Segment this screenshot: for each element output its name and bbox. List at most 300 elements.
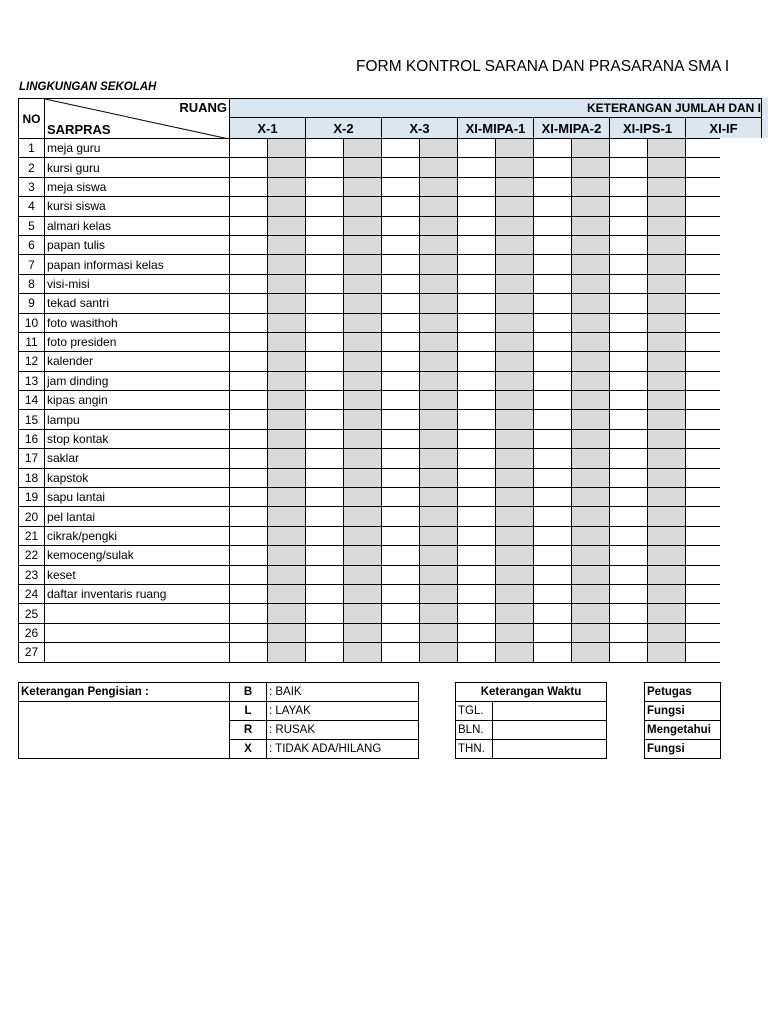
condition-cell[interactable]: [572, 352, 610, 371]
condition-cell[interactable]: [344, 623, 382, 642]
quantity-cell[interactable]: [534, 313, 572, 332]
condition-cell[interactable]: [344, 604, 382, 623]
condition-cell[interactable]: [648, 139, 686, 158]
condition-cell[interactable]: [496, 526, 534, 545]
quantity-cell[interactable]: [610, 371, 648, 390]
quantity-cell[interactable]: [458, 643, 496, 662]
quantity-cell[interactable]: [306, 332, 344, 351]
quantity-cell[interactable]: [686, 371, 724, 390]
quantity-cell[interactable]: [382, 565, 420, 584]
condition-cell[interactable]: [572, 623, 610, 642]
quantity-cell[interactable]: [382, 546, 420, 565]
quantity-cell[interactable]: [686, 294, 724, 313]
quantity-cell[interactable]: [230, 623, 268, 642]
condition-cell[interactable]: [344, 332, 382, 351]
condition-cell[interactable]: [496, 158, 534, 177]
condition-cell[interactable]: [648, 643, 686, 662]
condition-cell[interactable]: [496, 313, 534, 332]
condition-cell[interactable]: [572, 488, 610, 507]
quantity-cell[interactable]: [610, 197, 648, 216]
condition-cell[interactable]: [420, 488, 458, 507]
quantity-cell[interactable]: [686, 507, 724, 526]
quantity-cell[interactable]: [458, 197, 496, 216]
quantity-cell[interactable]: [458, 216, 496, 235]
condition-cell[interactable]: [344, 507, 382, 526]
condition-cell[interactable]: [420, 255, 458, 274]
quantity-cell[interactable]: [458, 429, 496, 448]
condition-cell[interactable]: [572, 177, 610, 196]
condition-cell[interactable]: [420, 584, 458, 603]
condition-cell[interactable]: [648, 332, 686, 351]
quantity-cell[interactable]: [382, 197, 420, 216]
quantity-cell[interactable]: [686, 391, 724, 410]
quantity-cell[interactable]: [306, 177, 344, 196]
quantity-cell[interactable]: [458, 410, 496, 429]
quantity-cell[interactable]: [458, 177, 496, 196]
condition-cell[interactable]: [268, 294, 306, 313]
condition-cell[interactable]: [648, 507, 686, 526]
condition-cell[interactable]: [572, 643, 610, 662]
quantity-cell[interactable]: [382, 391, 420, 410]
quantity-cell[interactable]: [534, 371, 572, 390]
condition-cell[interactable]: [648, 546, 686, 565]
quantity-cell[interactable]: [610, 526, 648, 545]
quantity-cell[interactable]: [686, 429, 724, 448]
quantity-cell[interactable]: [230, 294, 268, 313]
quantity-cell[interactable]: [686, 197, 724, 216]
condition-cell[interactable]: [648, 604, 686, 623]
quantity-cell[interactable]: [230, 584, 268, 603]
condition-cell[interactable]: [268, 177, 306, 196]
condition-cell[interactable]: [268, 371, 306, 390]
condition-cell[interactable]: [420, 371, 458, 390]
quantity-cell[interactable]: [382, 468, 420, 487]
condition-cell[interactable]: [572, 604, 610, 623]
quantity-cell[interactable]: [534, 332, 572, 351]
quantity-cell[interactable]: [534, 274, 572, 293]
quantity-cell[interactable]: [230, 391, 268, 410]
quantity-cell[interactable]: [610, 216, 648, 235]
quantity-cell[interactable]: [306, 197, 344, 216]
condition-cell[interactable]: [420, 507, 458, 526]
quantity-cell[interactable]: [306, 468, 344, 487]
quantity-cell[interactable]: [610, 507, 648, 526]
quantity-cell[interactable]: [458, 371, 496, 390]
quantity-cell[interactable]: [534, 526, 572, 545]
quantity-cell[interactable]: [230, 429, 268, 448]
condition-cell[interactable]: [420, 468, 458, 487]
quantity-cell[interactable]: [686, 274, 724, 293]
quantity-cell[interactable]: [534, 546, 572, 565]
quantity-cell[interactable]: [610, 255, 648, 274]
condition-cell[interactable]: [420, 235, 458, 254]
quantity-cell[interactable]: [230, 274, 268, 293]
quantity-cell[interactable]: [534, 429, 572, 448]
condition-cell[interactable]: [572, 371, 610, 390]
condition-cell[interactable]: [268, 546, 306, 565]
condition-cell[interactable]: [268, 507, 306, 526]
quantity-cell[interactable]: [458, 235, 496, 254]
condition-cell[interactable]: [268, 623, 306, 642]
quantity-cell[interactable]: [610, 235, 648, 254]
quantity-cell[interactable]: [382, 216, 420, 235]
quantity-cell[interactable]: [610, 546, 648, 565]
quantity-cell[interactable]: [534, 235, 572, 254]
quantity-cell[interactable]: [230, 371, 268, 390]
quantity-cell[interactable]: [306, 313, 344, 332]
quantity-cell[interactable]: [382, 604, 420, 623]
quantity-cell[interactable]: [610, 177, 648, 196]
quantity-cell[interactable]: [306, 139, 344, 158]
condition-cell[interactable]: [496, 352, 534, 371]
condition-cell[interactable]: [496, 565, 534, 584]
condition-cell[interactable]: [344, 139, 382, 158]
quantity-cell[interactable]: [382, 643, 420, 662]
condition-cell[interactable]: [268, 197, 306, 216]
condition-cell[interactable]: [572, 255, 610, 274]
condition-cell[interactable]: [572, 235, 610, 254]
quantity-cell[interactable]: [534, 623, 572, 642]
condition-cell[interactable]: [496, 604, 534, 623]
condition-cell[interactable]: [344, 177, 382, 196]
condition-cell[interactable]: [344, 197, 382, 216]
condition-cell[interactable]: [420, 449, 458, 468]
condition-cell[interactable]: [420, 643, 458, 662]
condition-cell[interactable]: [648, 429, 686, 448]
condition-cell[interactable]: [268, 449, 306, 468]
quantity-cell[interactable]: [382, 526, 420, 545]
quantity-cell[interactable]: [458, 488, 496, 507]
quantity-cell[interactable]: [534, 410, 572, 429]
quantity-cell[interactable]: [610, 139, 648, 158]
quantity-cell[interactable]: [458, 274, 496, 293]
quantity-cell[interactable]: [230, 177, 268, 196]
condition-cell[interactable]: [648, 488, 686, 507]
condition-cell[interactable]: [344, 565, 382, 584]
condition-cell[interactable]: [344, 643, 382, 662]
quantity-cell[interactable]: [382, 352, 420, 371]
condition-cell[interactable]: [420, 391, 458, 410]
quantity-cell[interactable]: [306, 274, 344, 293]
condition-cell[interactable]: [268, 255, 306, 274]
condition-cell[interactable]: [496, 468, 534, 487]
condition-cell[interactable]: [648, 391, 686, 410]
condition-cell[interactable]: [572, 216, 610, 235]
quantity-cell[interactable]: [534, 158, 572, 177]
condition-cell[interactable]: [268, 410, 306, 429]
condition-cell[interactable]: [572, 410, 610, 429]
quantity-cell[interactable]: [458, 507, 496, 526]
condition-cell[interactable]: [572, 158, 610, 177]
quantity-cell[interactable]: [686, 546, 724, 565]
quantity-cell[interactable]: [686, 584, 724, 603]
condition-cell[interactable]: [268, 488, 306, 507]
condition-cell[interactable]: [496, 294, 534, 313]
quantity-cell[interactable]: [534, 468, 572, 487]
quantity-cell[interactable]: [458, 623, 496, 642]
quantity-cell[interactable]: [458, 255, 496, 274]
condition-cell[interactable]: [648, 158, 686, 177]
condition-cell[interactable]: [344, 468, 382, 487]
quantity-cell[interactable]: [686, 643, 724, 662]
quantity-cell[interactable]: [458, 449, 496, 468]
condition-cell[interactable]: [344, 294, 382, 313]
quantity-cell[interactable]: [686, 139, 724, 158]
quantity-cell[interactable]: [686, 255, 724, 274]
quantity-cell[interactable]: [230, 546, 268, 565]
quantity-cell[interactable]: [686, 410, 724, 429]
condition-cell[interactable]: [344, 410, 382, 429]
condition-cell[interactable]: [268, 429, 306, 448]
quantity-cell[interactable]: [306, 565, 344, 584]
quantity-cell[interactable]: [534, 584, 572, 603]
quantity-cell[interactable]: [382, 294, 420, 313]
condition-cell[interactable]: [420, 294, 458, 313]
quantity-cell[interactable]: [382, 449, 420, 468]
condition-cell[interactable]: [344, 352, 382, 371]
quantity-cell[interactable]: [686, 526, 724, 545]
condition-cell[interactable]: [648, 526, 686, 545]
condition-cell[interactable]: [496, 371, 534, 390]
condition-cell[interactable]: [496, 332, 534, 351]
quantity-cell[interactable]: [458, 391, 496, 410]
condition-cell[interactable]: [344, 488, 382, 507]
condition-cell[interactable]: [268, 468, 306, 487]
condition-cell[interactable]: [648, 565, 686, 584]
quantity-cell[interactable]: [610, 313, 648, 332]
quantity-cell[interactable]: [458, 313, 496, 332]
quantity-cell[interactable]: [230, 565, 268, 584]
condition-cell[interactable]: [344, 255, 382, 274]
condition-cell[interactable]: [268, 565, 306, 584]
condition-cell[interactable]: [420, 526, 458, 545]
condition-cell[interactable]: [496, 429, 534, 448]
quantity-cell[interactable]: [534, 604, 572, 623]
quantity-cell[interactable]: [534, 177, 572, 196]
quantity-cell[interactable]: [306, 429, 344, 448]
quantity-cell[interactable]: [458, 526, 496, 545]
quantity-cell[interactable]: [230, 332, 268, 351]
condition-cell[interactable]: [572, 332, 610, 351]
condition-cell[interactable]: [496, 216, 534, 235]
condition-cell[interactable]: [344, 429, 382, 448]
quantity-cell[interactable]: [306, 255, 344, 274]
condition-cell[interactable]: [572, 391, 610, 410]
condition-cell[interactable]: [344, 235, 382, 254]
condition-cell[interactable]: [420, 177, 458, 196]
condition-cell[interactable]: [572, 197, 610, 216]
quantity-cell[interactable]: [306, 643, 344, 662]
quantity-cell[interactable]: [534, 216, 572, 235]
quantity-cell[interactable]: [230, 526, 268, 545]
quantity-cell[interactable]: [382, 410, 420, 429]
condition-cell[interactable]: [648, 274, 686, 293]
quantity-cell[interactable]: [382, 429, 420, 448]
quantity-cell[interactable]: [306, 546, 344, 565]
condition-cell[interactable]: [420, 410, 458, 429]
quantity-cell[interactable]: [230, 139, 268, 158]
condition-cell[interactable]: [268, 274, 306, 293]
quantity-cell[interactable]: [230, 313, 268, 332]
quantity-cell[interactable]: [306, 488, 344, 507]
condition-cell[interactable]: [268, 643, 306, 662]
condition-cell[interactable]: [572, 507, 610, 526]
quantity-cell[interactable]: [458, 565, 496, 584]
condition-cell[interactable]: [648, 197, 686, 216]
quantity-cell[interactable]: [230, 449, 268, 468]
quantity-cell[interactable]: [230, 158, 268, 177]
quantity-cell[interactable]: [610, 643, 648, 662]
quantity-cell[interactable]: [230, 410, 268, 429]
quantity-cell[interactable]: [458, 158, 496, 177]
condition-cell[interactable]: [268, 313, 306, 332]
condition-cell[interactable]: [572, 584, 610, 603]
condition-cell[interactable]: [496, 546, 534, 565]
quantity-cell[interactable]: [382, 623, 420, 642]
quantity-cell[interactable]: [610, 623, 648, 642]
quantity-cell[interactable]: [534, 391, 572, 410]
quantity-cell[interactable]: [382, 507, 420, 526]
quantity-cell[interactable]: [306, 507, 344, 526]
quantity-cell[interactable]: [306, 371, 344, 390]
condition-cell[interactable]: [268, 604, 306, 623]
quantity-cell[interactable]: [306, 352, 344, 371]
quantity-cell[interactable]: [458, 546, 496, 565]
quantity-cell[interactable]: [610, 352, 648, 371]
condition-cell[interactable]: [496, 274, 534, 293]
quantity-cell[interactable]: [382, 274, 420, 293]
condition-cell[interactable]: [344, 313, 382, 332]
quantity-cell[interactable]: [686, 216, 724, 235]
condition-cell[interactable]: [496, 391, 534, 410]
condition-cell[interactable]: [648, 177, 686, 196]
condition-cell[interactable]: [648, 313, 686, 332]
condition-cell[interactable]: [496, 197, 534, 216]
condition-cell[interactable]: [648, 235, 686, 254]
condition-cell[interactable]: [420, 623, 458, 642]
quantity-cell[interactable]: [306, 391, 344, 410]
condition-cell[interactable]: [420, 604, 458, 623]
condition-cell[interactable]: [420, 332, 458, 351]
condition-cell[interactable]: [420, 216, 458, 235]
quantity-cell[interactable]: [230, 255, 268, 274]
quantity-cell[interactable]: [686, 235, 724, 254]
condition-cell[interactable]: [268, 584, 306, 603]
quantity-cell[interactable]: [686, 332, 724, 351]
quantity-cell[interactable]: [382, 158, 420, 177]
quantity-cell[interactable]: [534, 488, 572, 507]
quantity-cell[interactable]: [382, 371, 420, 390]
condition-cell[interactable]: [496, 507, 534, 526]
quantity-cell[interactable]: [230, 604, 268, 623]
quantity-cell[interactable]: [458, 294, 496, 313]
quantity-cell[interactable]: [382, 177, 420, 196]
condition-cell[interactable]: [268, 139, 306, 158]
quantity-cell[interactable]: [534, 643, 572, 662]
quantity-cell[interactable]: [686, 604, 724, 623]
condition-cell[interactable]: [572, 526, 610, 545]
condition-cell[interactable]: [572, 429, 610, 448]
quantity-cell[interactable]: [610, 429, 648, 448]
condition-cell[interactable]: [496, 623, 534, 642]
condition-cell[interactable]: [420, 429, 458, 448]
quantity-cell[interactable]: [534, 139, 572, 158]
condition-cell[interactable]: [420, 274, 458, 293]
quantity-cell[interactable]: [610, 410, 648, 429]
quantity-cell[interactable]: [686, 623, 724, 642]
condition-cell[interactable]: [420, 139, 458, 158]
condition-cell[interactable]: [572, 294, 610, 313]
quantity-cell[interactable]: [686, 177, 724, 196]
condition-cell[interactable]: [268, 526, 306, 545]
quantity-cell[interactable]: [686, 449, 724, 468]
quantity-cell[interactable]: [230, 643, 268, 662]
quantity-cell[interactable]: [610, 565, 648, 584]
condition-cell[interactable]: [268, 216, 306, 235]
condition-cell[interactable]: [344, 526, 382, 545]
condition-cell[interactable]: [420, 546, 458, 565]
quantity-cell[interactable]: [306, 158, 344, 177]
condition-cell[interactable]: [268, 332, 306, 351]
quantity-cell[interactable]: [610, 468, 648, 487]
quantity-cell[interactable]: [534, 352, 572, 371]
quantity-cell[interactable]: [610, 488, 648, 507]
condition-cell[interactable]: [496, 488, 534, 507]
condition-cell[interactable]: [344, 371, 382, 390]
condition-cell[interactable]: [648, 255, 686, 274]
condition-cell[interactable]: [344, 391, 382, 410]
quantity-cell[interactable]: [686, 565, 724, 584]
condition-cell[interactable]: [648, 294, 686, 313]
condition-cell[interactable]: [572, 468, 610, 487]
condition-cell[interactable]: [344, 274, 382, 293]
condition-cell[interactable]: [344, 216, 382, 235]
quantity-cell[interactable]: [306, 449, 344, 468]
condition-cell[interactable]: [496, 255, 534, 274]
quantity-cell[interactable]: [230, 468, 268, 487]
quantity-cell[interactable]: [686, 158, 724, 177]
quantity-cell[interactable]: [610, 584, 648, 603]
condition-cell[interactable]: [344, 158, 382, 177]
condition-cell[interactable]: [648, 468, 686, 487]
condition-cell[interactable]: [420, 352, 458, 371]
quantity-cell[interactable]: [610, 604, 648, 623]
quantity-cell[interactable]: [306, 410, 344, 429]
condition-cell[interactable]: [268, 158, 306, 177]
quantity-cell[interactable]: [230, 507, 268, 526]
condition-cell[interactable]: [648, 584, 686, 603]
condition-cell[interactable]: [572, 449, 610, 468]
condition-cell[interactable]: [648, 449, 686, 468]
condition-cell[interactable]: [572, 565, 610, 584]
quantity-cell[interactable]: [230, 488, 268, 507]
quantity-cell[interactable]: [686, 352, 724, 371]
quantity-cell[interactable]: [534, 197, 572, 216]
condition-cell[interactable]: [648, 216, 686, 235]
condition-cell[interactable]: [572, 274, 610, 293]
quantity-cell[interactable]: [534, 255, 572, 274]
quantity-cell[interactable]: [230, 352, 268, 371]
quantity-cell[interactable]: [610, 274, 648, 293]
quantity-cell[interactable]: [306, 526, 344, 545]
quantity-cell[interactable]: [306, 216, 344, 235]
quantity-cell[interactable]: [382, 235, 420, 254]
condition-cell[interactable]: [496, 643, 534, 662]
condition-cell[interactable]: [420, 313, 458, 332]
condition-cell[interactable]: [344, 546, 382, 565]
condition-cell[interactable]: [268, 235, 306, 254]
quantity-cell[interactable]: [610, 332, 648, 351]
